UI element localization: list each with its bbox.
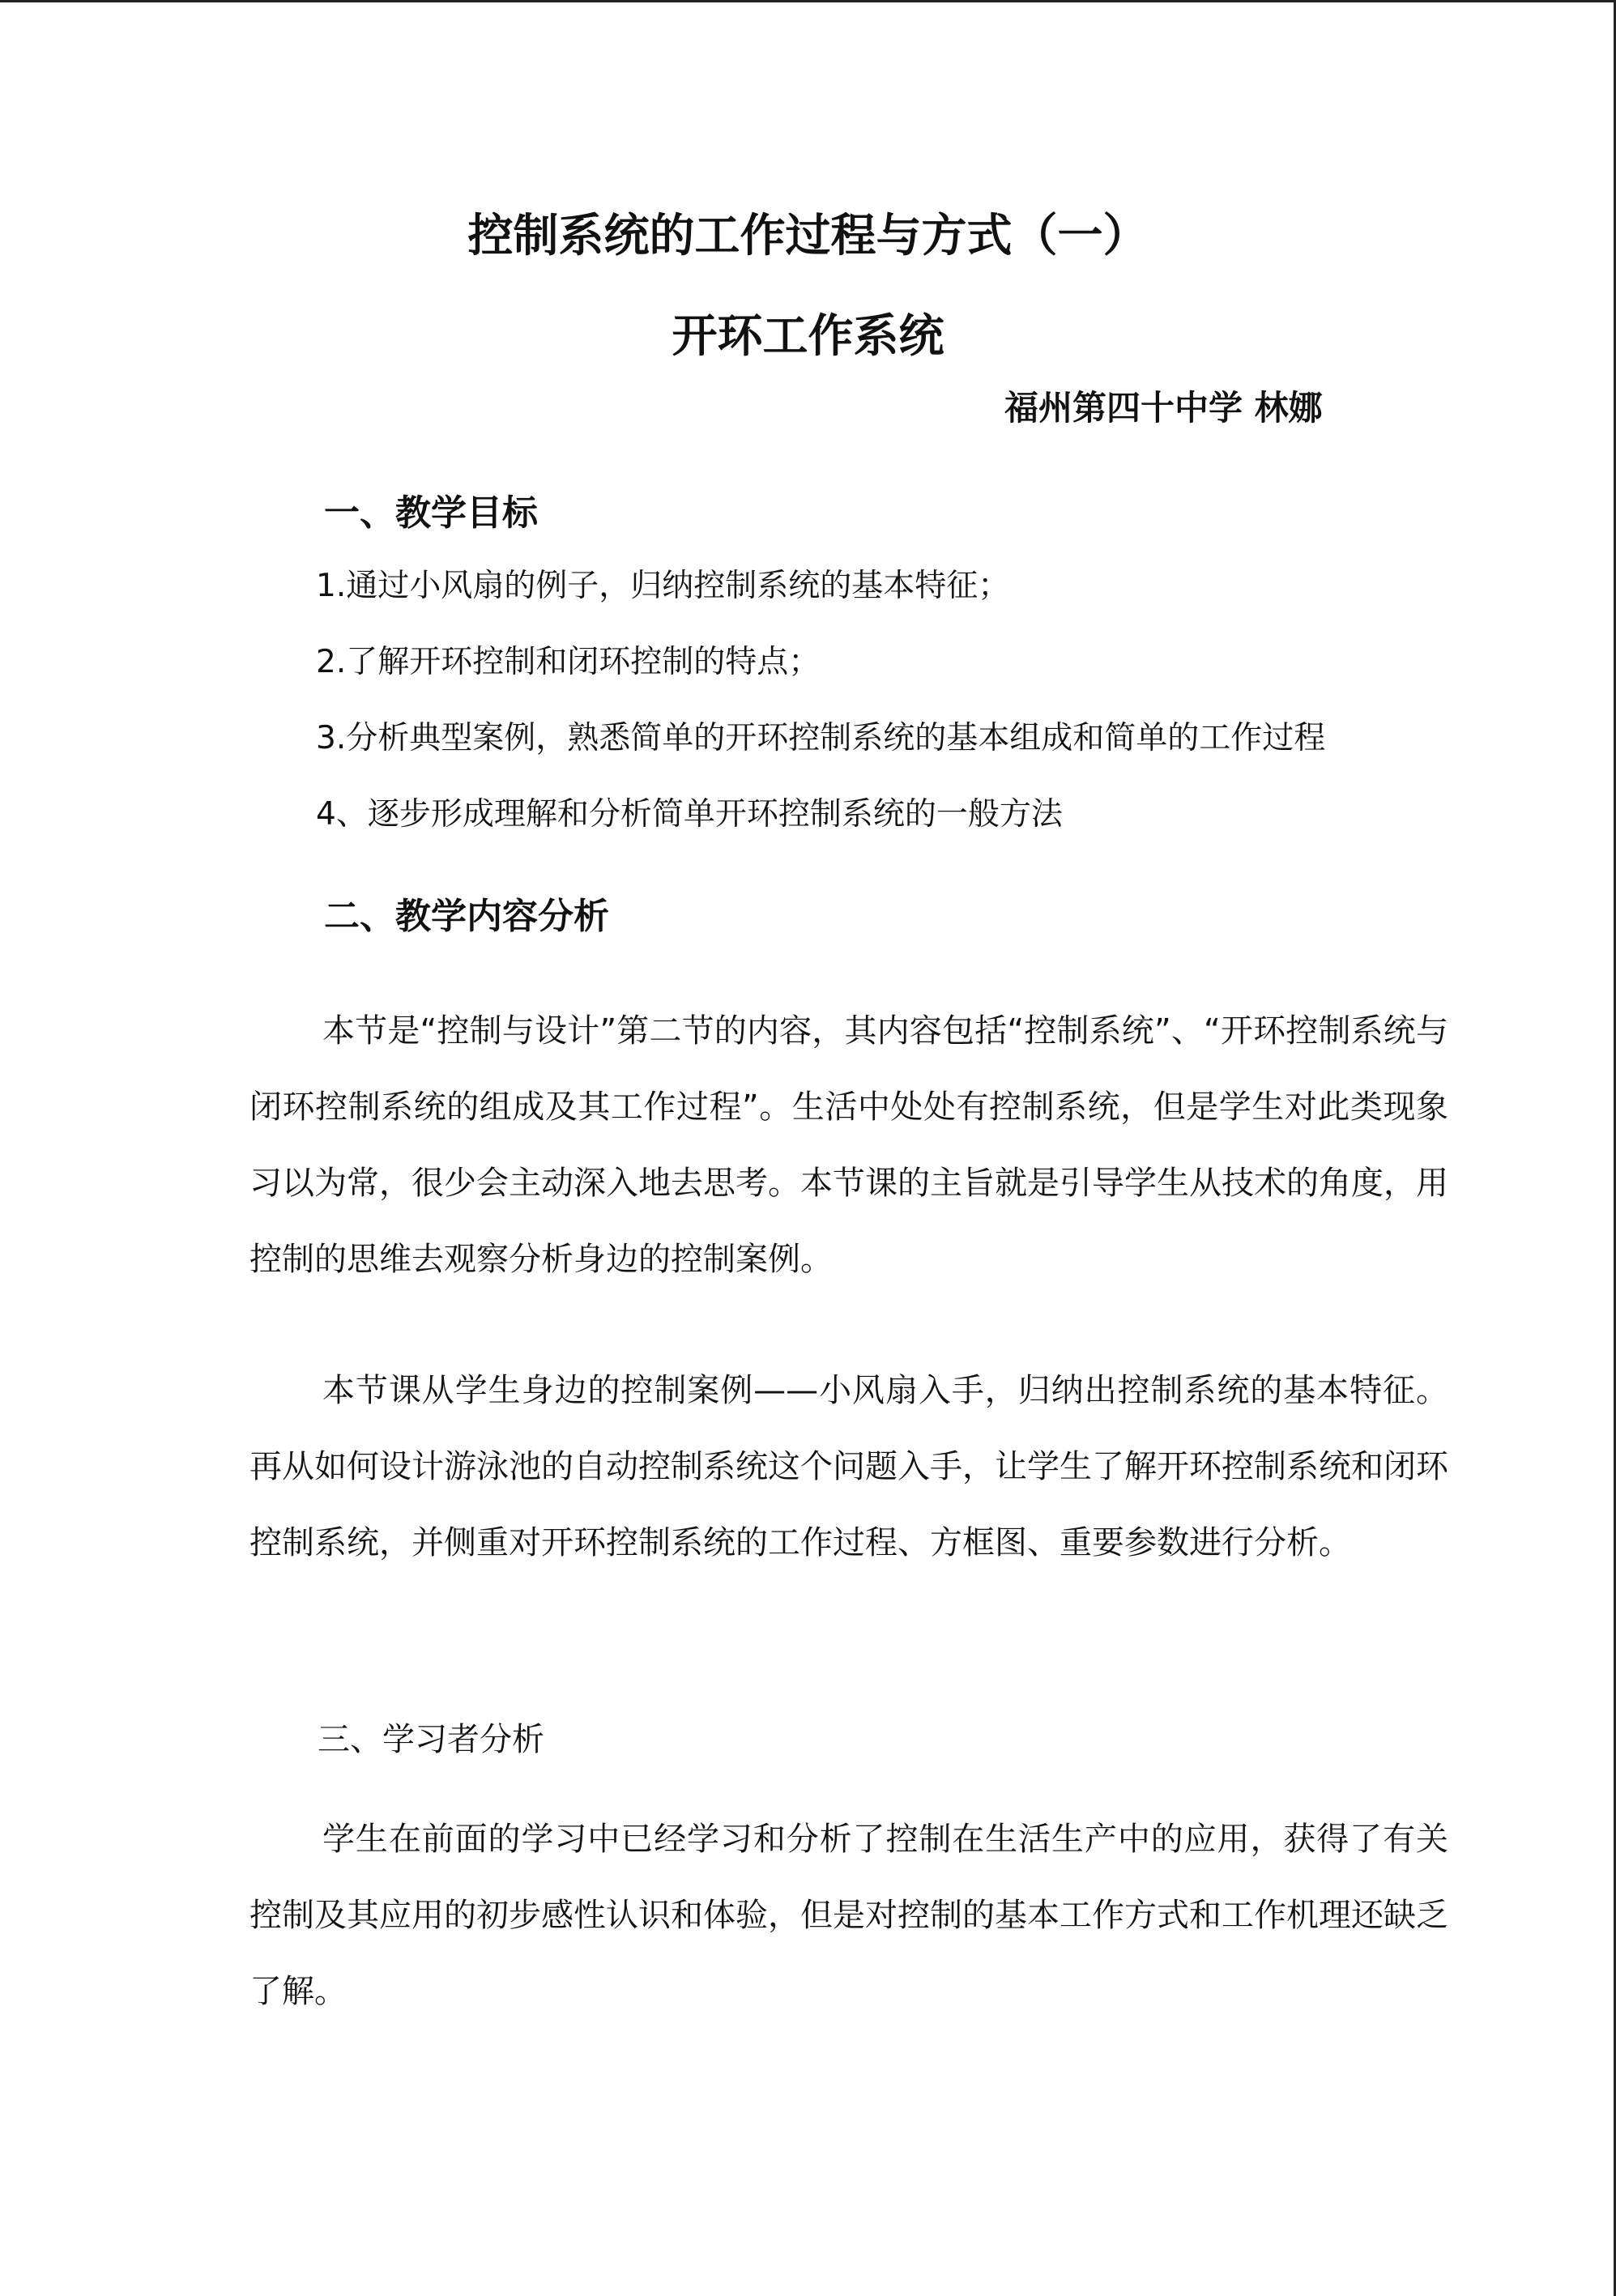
objectives-list [316, 562, 1325, 867]
objective-item: 3.分析典型案例，熟悉简单的开环控制系统的基本组成和简单的工作过程 [316, 720, 1326, 756]
section-heading-learner-analysis: 三、学习者分析 [318, 1721, 544, 1758]
document-subtitle: 开环工作系统 [672, 310, 944, 363]
page-border-top [0, 0, 1616, 2]
objective-item: 4、逐步形成理解和分析简单开环控制系统的一般方法 [316, 796, 1063, 833]
content-paragraph: 本节是“控制与设计”第二节的内容，其内容包括“控制系统”、“开环控制系统与闭环控制系统的组成及其工作过程”。生活中处处有控制系统，但是学生对此类现象习以为常，很少会主动深入地去思考。本节课的主旨就是引导学生从技术的角度，用控制的思维去观察分析身边的控制案例。 [249, 1012, 1448, 1278]
document-title: 控制系统的工作过程与方式（一） [467, 210, 1149, 262]
author-line: 福州第四十中学 林娜 [1004, 388, 1323, 428]
section-heading-content-analysis: 二、教学内容分析 [324, 896, 609, 937]
objective-item: 2.了解开环控制和闭环控制的特点； [316, 644, 821, 680]
learner-paragraph: 学生在前面的学习中已经学习和分析了控制在生活生产中的应用，获得了有关控制及其应用的初步感性认识和体验，但是对控制的基本工作方式和工作机理还缺乏了解。 [249, 1821, 1448, 2010]
section-heading-objectives: 一、教学目标 [324, 492, 538, 534]
objective-item: 1.通过小风扇的例子，归纳控制系统的基本特征； [316, 568, 1010, 604]
content-paragraph: 本节课从学生身边的控制案例——小风扇入手，归纳出控制系统的基本特征。再从如何设计游泳池的自动控制系统这个问题入手，让学生了解开环控制系统和闭环控制系统，并侧重对开环控制系统的工作过程、方框图、重要参数进行分析。 [249, 1372, 1448, 1561]
